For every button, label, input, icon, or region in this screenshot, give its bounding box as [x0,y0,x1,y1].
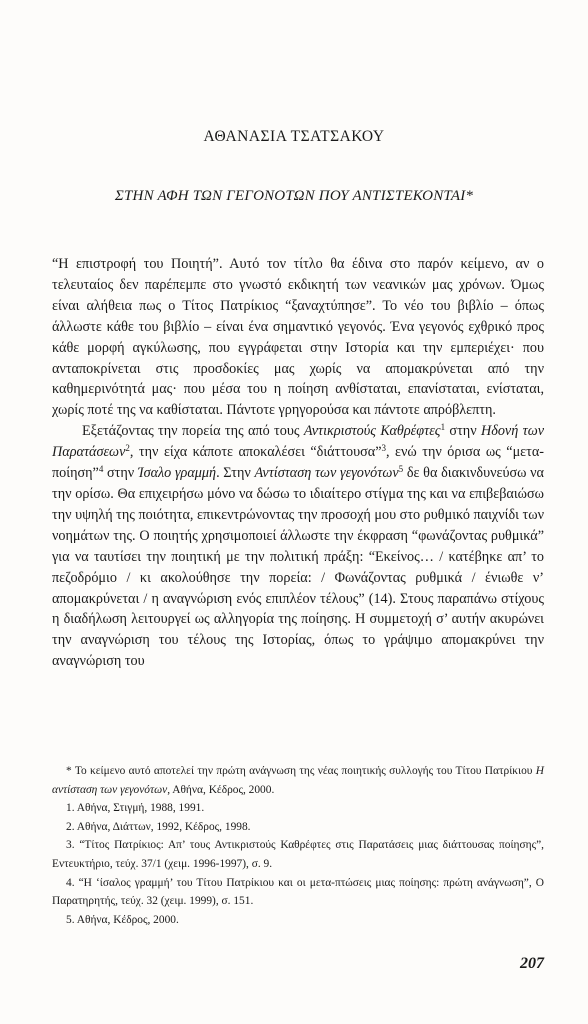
book-title: Η αντίσταση των γεγονότων [52,765,544,796]
book-title: Ηδονή των Παρατάσεων [52,423,545,461]
footnote-ref-3: 3 [381,443,387,454]
book-title: Αντικριστούς Καθρέφτες [303,423,441,440]
footnote-ref-2: 2 [125,443,130,454]
text-run: , Αθήνα, Κέδρος, 2000. [167,783,275,796]
footnote-2: 2. Αθήνα, Διάττων, 1992, Κέδρος, 1998. [66,820,251,833]
text-run: , ενώ την όρισα ως “μετα-ποίηση” [52,444,544,482]
book-title: Αντίσταση των γεγονότων [254,465,399,482]
article-title: ΣΤΗΝ ΑΦΗ ΤΩΝ ΓΕΓΟΝΟΤΩΝ ΠΟΥ ΑΝΤΙΣΤΕΚΟΝΤΑΙ* [114,188,474,204]
footnote-3: 3. “Τίτος Πατρίκιος: Απ’ τους Αντικριστούς Καθρέφτες στις Παρατάσεις μιας διάττουσας ποίησης”, Εντευκτήριο, τεύχ. 37/1 (χειμ. 1996-1997), σ. 9. [52,839,544,870]
footnote-ref-5: 5 [398,464,404,475]
footnote-ref-1: 1 [440,422,446,433]
paragraph-2 [52,421,544,672]
footnote-star [52,762,544,799]
text-run: δε θα διακινδυνεύσω να την ορίσω. Θα επιχειρήσω μόνο να δώσω το ιδιαίτερο στίγμα της και να επιβεβαιώσω την υψηλή της ποιότητα, επικεντρώνοντας την προσοχή μου στο ρυθμικό παιχνίδι των νοημάτων της. Ο ποιητής χρησιμοποιεί άλλωστε την έκφραση “φωνάζοντας ρυθμικά” για να ταυτίσει την ποιητική με την πολιτική πράξη: “Εκείνος… / κατέβηκε απ’ το πεζοδρόμιο / κι ακολούθησε την πορεία: / Φωνάζοντας ρυθμικά / ένιωθε ν’ απομακρύνεται / η αναγνώριση ενός επιπλέον τέλους” (14). Στους παραπάνω στίχους η διαδήλωση λειτουργεί ως αλληγορία της ποίησης. Η συμμετοχή σ’ αυτήν ακυρώνει την αναγνώριση του τέλους της Ιστορίας, όπως το γράψιμο απομακρύνει την αναγνώριση του [52,465,544,670]
book-title: Ίσαλο γραμμή [137,465,217,482]
text-run: Εξετάζοντας την πορεία της από τους [82,423,304,440]
page-number: 207 [520,955,544,972]
text-run: στην [445,423,481,440]
footnotes [52,762,544,929]
footnote-5: 5. Αθήνα, Κέδρος, 2000. [66,913,179,926]
text-run: * Το κείμενο αυτό αποτελεί την πρώτη ανάγνωση της νέας ποιητικής συλλογής του Τίτου Πατρίκιου [66,765,536,777]
author-name: ΑΘΑΝΑΣΙΑ ΤΣΑΤΣΑΚΟΥ [203,128,385,145]
text-run: στην [103,465,138,482]
footnote-1: 1. Αθήνα, Στιγμή, 1988, 1991. [66,802,205,815]
text-run: , την είχα κάποτε αποκαλέσει “διάττουσα” [129,444,382,461]
text-run: . Στην [216,465,255,482]
article-body [52,254,544,672]
paragraph-1: “Η επιστροφή του Ποιητή”. Αυτό τον τίτλο θα έδινα στο παρόν κείμενο, αν ο τελευταίος δεν παρέπεμπε στο γνωστό εκδικητή των νεανικών μας χρόνων. Όμως είναι αλήθεια πως ο Τίτος Πατρίκιος “ξαναχτύπησε”. Το νέο του βιβλίο – όπως άλλωστε κάθε του βιβλίο – είναι ένα σημαντικό γεγονός. Ένα γεγονός εχθρικό προς κάθε μορφή αγκύλωσης, που εγγράφεται στην Ιστορία και την εμπεριέχει· που ανταποκρίνεται στις προσδοκίες μας χωρίς να απομακρύνεται από την καθημερινότητά μας· που μέσα του η ποίηση ανθίσταται, επανίσταται, ενίσταται, χωρίς ποτέ της να καθίσταται. Πάντοτε γρηγορούσα και πάντοτε απρόβλεπτη. [52,256,544,419]
footnote-4: 4. “Η ‘ίσαλος γραμμή’ του Τίτου Πατρίκιου και οι μετα-πτώσεις μιας ποίησης: πρώτη ανάγνωση”, Ο Παρατηρητής, τεύχ. 32 (χειμ. 1999), σ. 151. [52,876,544,908]
footnote-ref-4: 4 [98,464,104,475]
